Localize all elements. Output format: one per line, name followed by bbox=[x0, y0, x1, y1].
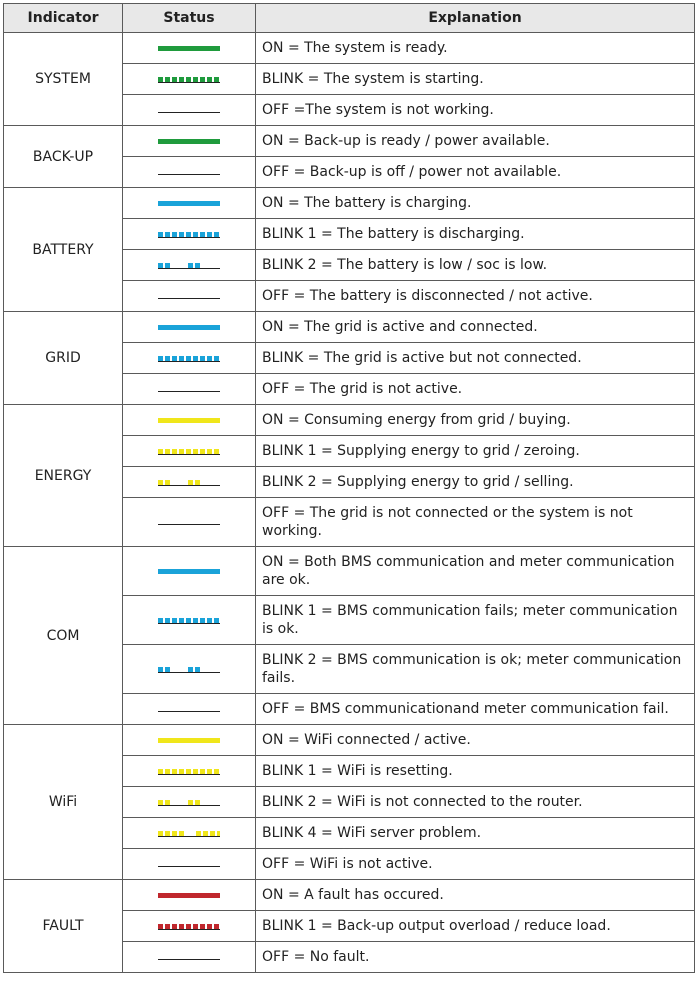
status-cell bbox=[123, 725, 256, 756]
status-cell bbox=[123, 694, 256, 725]
indicator-cell: BATTERY bbox=[4, 188, 123, 312]
led-off-icon bbox=[158, 293, 220, 301]
header-explanation: Explanation bbox=[256, 4, 695, 33]
explanation-cell: BLINK 1 = BMS communication fails; meter communication is ok. bbox=[256, 596, 695, 645]
led-off-icon bbox=[158, 519, 220, 527]
indicator-cell: BACK-UP bbox=[4, 126, 123, 188]
led-on-icon bbox=[158, 324, 220, 332]
led-blink2-icon bbox=[158, 262, 220, 270]
led-off-icon bbox=[158, 107, 220, 115]
explanation-cell: BLINK 2 = The battery is low / soc is low. bbox=[256, 250, 695, 281]
explanation-cell: BLINK = The grid is active but not connected. bbox=[256, 343, 695, 374]
explanation-cell: ON = A fault has occured. bbox=[256, 880, 695, 911]
status-cell bbox=[123, 911, 256, 942]
explanation-cell: ON = WiFi connected / active. bbox=[256, 725, 695, 756]
led-blink2-icon bbox=[158, 666, 220, 674]
table-row bbox=[4, 880, 695, 911]
table-row bbox=[4, 188, 695, 219]
header-indicator: Indicator bbox=[4, 4, 123, 33]
led-blink-icon bbox=[158, 768, 220, 776]
table-row bbox=[4, 405, 695, 436]
status-cell bbox=[123, 942, 256, 973]
status-cell bbox=[123, 33, 256, 64]
led-blink-icon bbox=[158, 76, 220, 84]
explanation-cell: BLINK 1 = The battery is discharging. bbox=[256, 219, 695, 250]
status-cell bbox=[123, 250, 256, 281]
explanation-cell: OFF = WiFi is not active. bbox=[256, 849, 695, 880]
led-blink2-icon bbox=[158, 479, 220, 487]
indicator-cell: COM bbox=[4, 547, 123, 725]
status-cell bbox=[123, 157, 256, 188]
explanation-cell: BLINK 2 = WiFi is not connected to the router. bbox=[256, 787, 695, 818]
explanation-cell: ON = Consuming energy from grid / buying. bbox=[256, 405, 695, 436]
led-on-icon bbox=[158, 45, 220, 53]
status-cell bbox=[123, 405, 256, 436]
status-cell bbox=[123, 312, 256, 343]
led-off-icon bbox=[158, 954, 220, 962]
indicator-cell: FAULT bbox=[4, 880, 123, 973]
table-row bbox=[4, 33, 695, 64]
explanation-cell: OFF =The system is not working. bbox=[256, 95, 695, 126]
status-cell bbox=[123, 436, 256, 467]
status-cell bbox=[123, 787, 256, 818]
explanation-cell: ON = The battery is charging. bbox=[256, 188, 695, 219]
explanation-cell: ON = Both BMS communication and meter communication are ok. bbox=[256, 547, 695, 596]
indicator-cell: ENERGY bbox=[4, 405, 123, 547]
explanation-cell: OFF = The grid is not connected or the system is not working. bbox=[256, 498, 695, 547]
explanation-cell: ON = The system is ready. bbox=[256, 33, 695, 64]
led-blink2-icon bbox=[158, 799, 220, 807]
status-cell bbox=[123, 880, 256, 911]
led-on-icon bbox=[158, 138, 220, 146]
header-status: Status bbox=[123, 4, 256, 33]
table-row bbox=[4, 547, 695, 596]
status-cell bbox=[123, 547, 256, 596]
status-cell bbox=[123, 645, 256, 694]
table-row bbox=[4, 725, 695, 756]
explanation-cell: ON = Back-up is ready / power available. bbox=[256, 126, 695, 157]
status-cell bbox=[123, 374, 256, 405]
led-blink4-icon bbox=[158, 830, 220, 838]
explanation-cell: BLINK = The system is starting. bbox=[256, 64, 695, 95]
indicator-cell: SYSTEM bbox=[4, 33, 123, 126]
status-cell bbox=[123, 64, 256, 95]
explanation-cell: BLINK 4 = WiFi server problem. bbox=[256, 818, 695, 849]
explanation-cell: BLINK 1 = Supplying energy to grid / zeroing. bbox=[256, 436, 695, 467]
status-cell bbox=[123, 498, 256, 547]
explanation-cell: ON = The grid is active and connected. bbox=[256, 312, 695, 343]
explanation-cell: OFF = The battery is disconnected / not active. bbox=[256, 281, 695, 312]
status-cell bbox=[123, 281, 256, 312]
explanation-cell: OFF = Back-up is off / power not available. bbox=[256, 157, 695, 188]
explanation-cell: OFF = The grid is not active. bbox=[256, 374, 695, 405]
led-blink-icon bbox=[158, 355, 220, 363]
led-off-icon bbox=[158, 706, 220, 714]
indicator-cell: WiFi bbox=[4, 725, 123, 880]
led-off-icon bbox=[158, 861, 220, 869]
explanation-cell: BLINK 1 = WiFi is resetting. bbox=[256, 756, 695, 787]
explanation-cell: OFF = No fault. bbox=[256, 942, 695, 973]
led-on-icon bbox=[158, 568, 220, 576]
status-cell bbox=[123, 596, 256, 645]
header-row bbox=[4, 4, 695, 33]
status-cell bbox=[123, 467, 256, 498]
led-on-icon bbox=[158, 200, 220, 208]
status-cell bbox=[123, 756, 256, 787]
led-indicator-table bbox=[3, 3, 695, 973]
led-blink-icon bbox=[158, 617, 220, 625]
led-on-icon bbox=[158, 892, 220, 900]
table-row bbox=[4, 126, 695, 157]
table-body bbox=[4, 33, 695, 973]
led-on-icon bbox=[158, 417, 220, 425]
status-cell bbox=[123, 818, 256, 849]
status-cell bbox=[123, 95, 256, 126]
status-cell bbox=[123, 343, 256, 374]
led-blink-icon bbox=[158, 231, 220, 239]
table-row bbox=[4, 312, 695, 343]
led-on-icon bbox=[158, 737, 220, 745]
led-blink-icon bbox=[158, 448, 220, 456]
status-cell bbox=[123, 219, 256, 250]
explanation-cell: BLINK 1 = Back-up output overload / reduce load. bbox=[256, 911, 695, 942]
indicator-cell: GRID bbox=[4, 312, 123, 405]
status-cell bbox=[123, 126, 256, 157]
status-cell bbox=[123, 849, 256, 880]
explanation-cell: OFF = BMS communicationand meter communication fail. bbox=[256, 694, 695, 725]
led-blink-icon bbox=[158, 923, 220, 931]
led-off-icon bbox=[158, 386, 220, 394]
explanation-cell: BLINK 2 = Supplying energy to grid / selling. bbox=[256, 467, 695, 498]
led-off-icon bbox=[158, 169, 220, 177]
explanation-cell: BLINK 2 = BMS communication is ok; meter communication fails. bbox=[256, 645, 695, 694]
status-cell bbox=[123, 188, 256, 219]
